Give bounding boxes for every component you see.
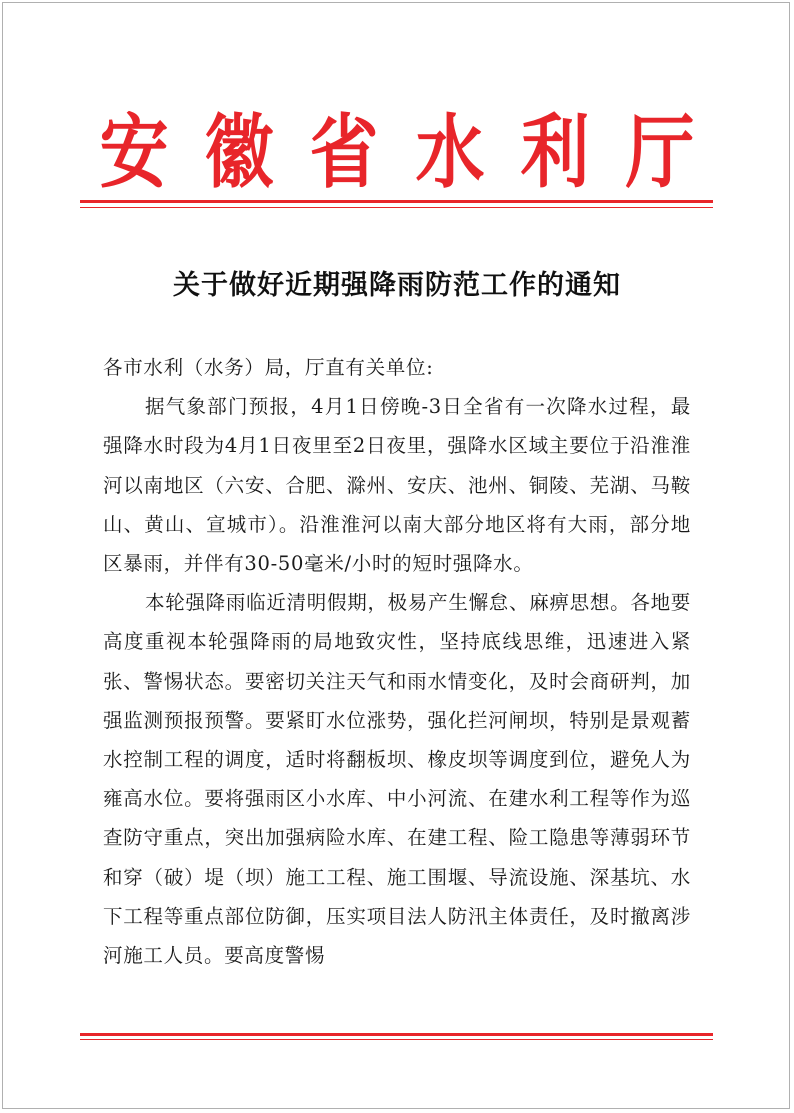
header-rule-thick: [80, 200, 713, 203]
notice-title: 关于做好近期强降雨防范工作的通知: [173, 270, 621, 301]
header-char: 徽: [204, 105, 274, 199]
document-header-title: [94, 106, 700, 198]
header-char: 厅: [625, 105, 695, 199]
body-paragraph: 本轮强降雨临近清明假期，极易产生懈怠、麻痹思想。各地要高度重视本轮强降雨的局地致灾性，坚持底线思维，迅速进入紧张、警惕状态。要密切关注天气和雨水情变化，及时会商研判，加强监测预报预警。要紧盯水位涨势，强化拦河闸坝，特别是景观蓄水控制工程的调度，适时将翻板坝、橡皮坝等调度到位，避免人为雍高水位。要将强雨区小水库、中小河流、在建水利工程等作为巡查防守重点，突出加强病险水库、在建工程、险工隐患等薄弱环节和穿（破）堤（坝）施工工程、施工围堰、导流设施、深基坑、水下工程等重点部位防御，压实项目法人防汛主体责任，及时撤离涉河施工人员。要高度警惕: [103, 591, 691, 968]
header-rule-thin: [80, 207, 713, 208]
footer-rule-thin: [80, 1039, 713, 1040]
salutation: 各市水利（水务）局，厅直有关单位:: [103, 356, 434, 379]
document-body: [103, 348, 691, 975]
body-paragraph: 据气象部门预报，4月1日傍晚-3日全省有一次降水过程，最强降水时段为4月1日夜里至2日夜里，强降水区域主要位于沿淮淮河以南地区（六安、合肥、滁州、安庆、池州、铜陵、芜湖、马鞍山、黄山、宣城市）。沿淮淮河以南大部分地区将有大雨，部分地区暴雨，并伴有30-50毫米/小时的短时强降水。: [103, 395, 691, 576]
header-char: 省: [309, 105, 379, 199]
header-char: 水: [415, 105, 484, 199]
footer-rule-thick: [80, 1033, 713, 1036]
header-char: 利: [520, 105, 590, 199]
header-char: 安: [99, 105, 169, 199]
